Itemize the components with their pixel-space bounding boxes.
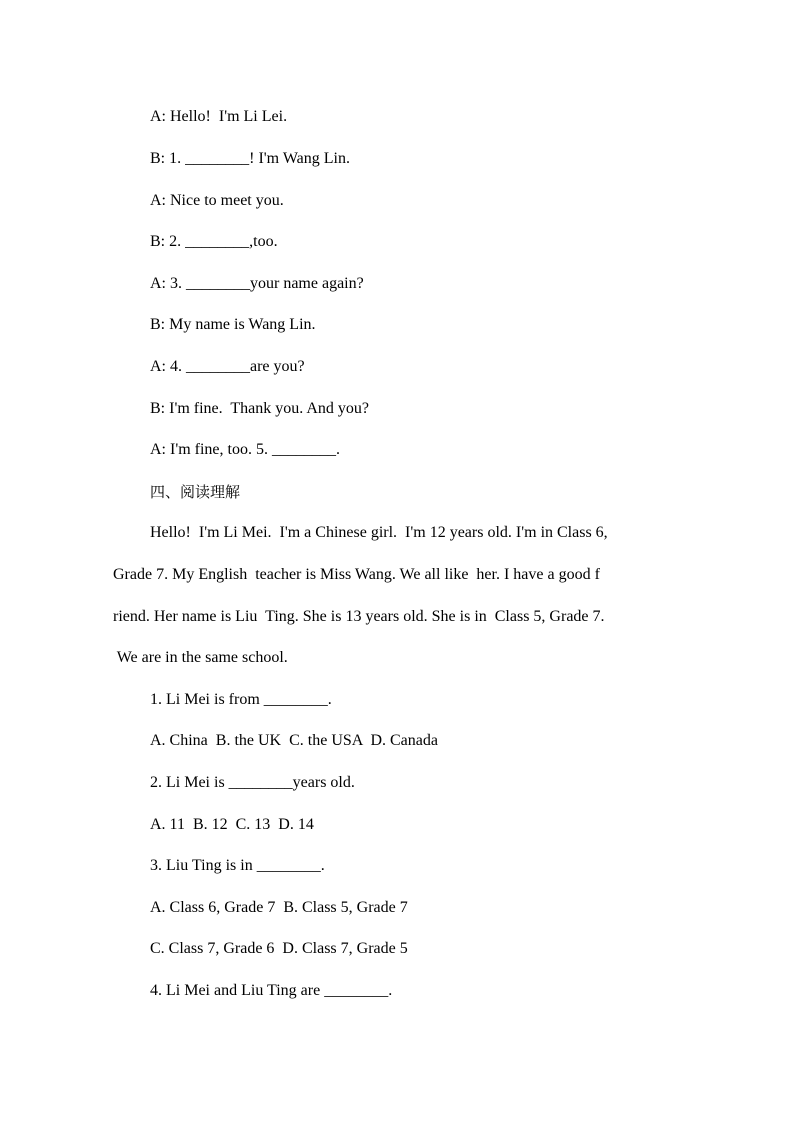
dialogue-line: B: My name is Wang Lin. [150, 316, 316, 333]
dialogue-line: B: 1. ________! I'm Wang Lin. [150, 150, 350, 167]
dialogue-line: A: 3. ________your name again? [150, 275, 364, 292]
dialogue-line: A: 4. ________are you? [150, 358, 305, 375]
question-stem: 2. Li Mei is ________years old. [150, 774, 355, 791]
question-stem: 3. Liu Ting is in ________. [150, 857, 325, 874]
dialogue-line: B: 2. ________,too. [150, 233, 278, 250]
dialogue-line: A: Hello! I'm Li Lei. [150, 108, 288, 125]
dialogue-line: B: I'm fine. Thank you. And you? [150, 400, 370, 417]
passage-line: Grade 7. My English teacher is Miss Wang. We all like her. I have a good f [113, 566, 600, 583]
dialogue-line: A: I'm fine, too. 5. ________. [150, 441, 340, 458]
dialogue-line: A: Nice to meet you. [150, 192, 284, 209]
passage-line: We are in the same school. [113, 649, 288, 666]
question-options: A. China B. the UK C. the USA D. Canada [150, 732, 438, 749]
question-options: C. Class 7, Grade 6 D. Class 7, Grade 5 [150, 940, 408, 957]
question-stem: 4. Li Mei and Liu Ting are ________. [150, 982, 393, 999]
question-options: A. Class 6, Grade 7 B. Class 5, Grade 7 [150, 899, 408, 916]
question-stem: 1. Li Mei is from ________. [150, 691, 332, 708]
passage-line: Hello! I'm Li Mei. I'm a Chinese girl. I'm 12 years old. I'm in Class 6, [150, 524, 608, 541]
section-heading: 四、阅读理解 [150, 483, 241, 501]
question-options: A. 11 B. 12 C. 13 D. 14 [150, 816, 314, 833]
passage-line: riend. Her name is Liu Ting. She is 13 years old. She is in Class 5, Grade 7. [113, 608, 605, 625]
